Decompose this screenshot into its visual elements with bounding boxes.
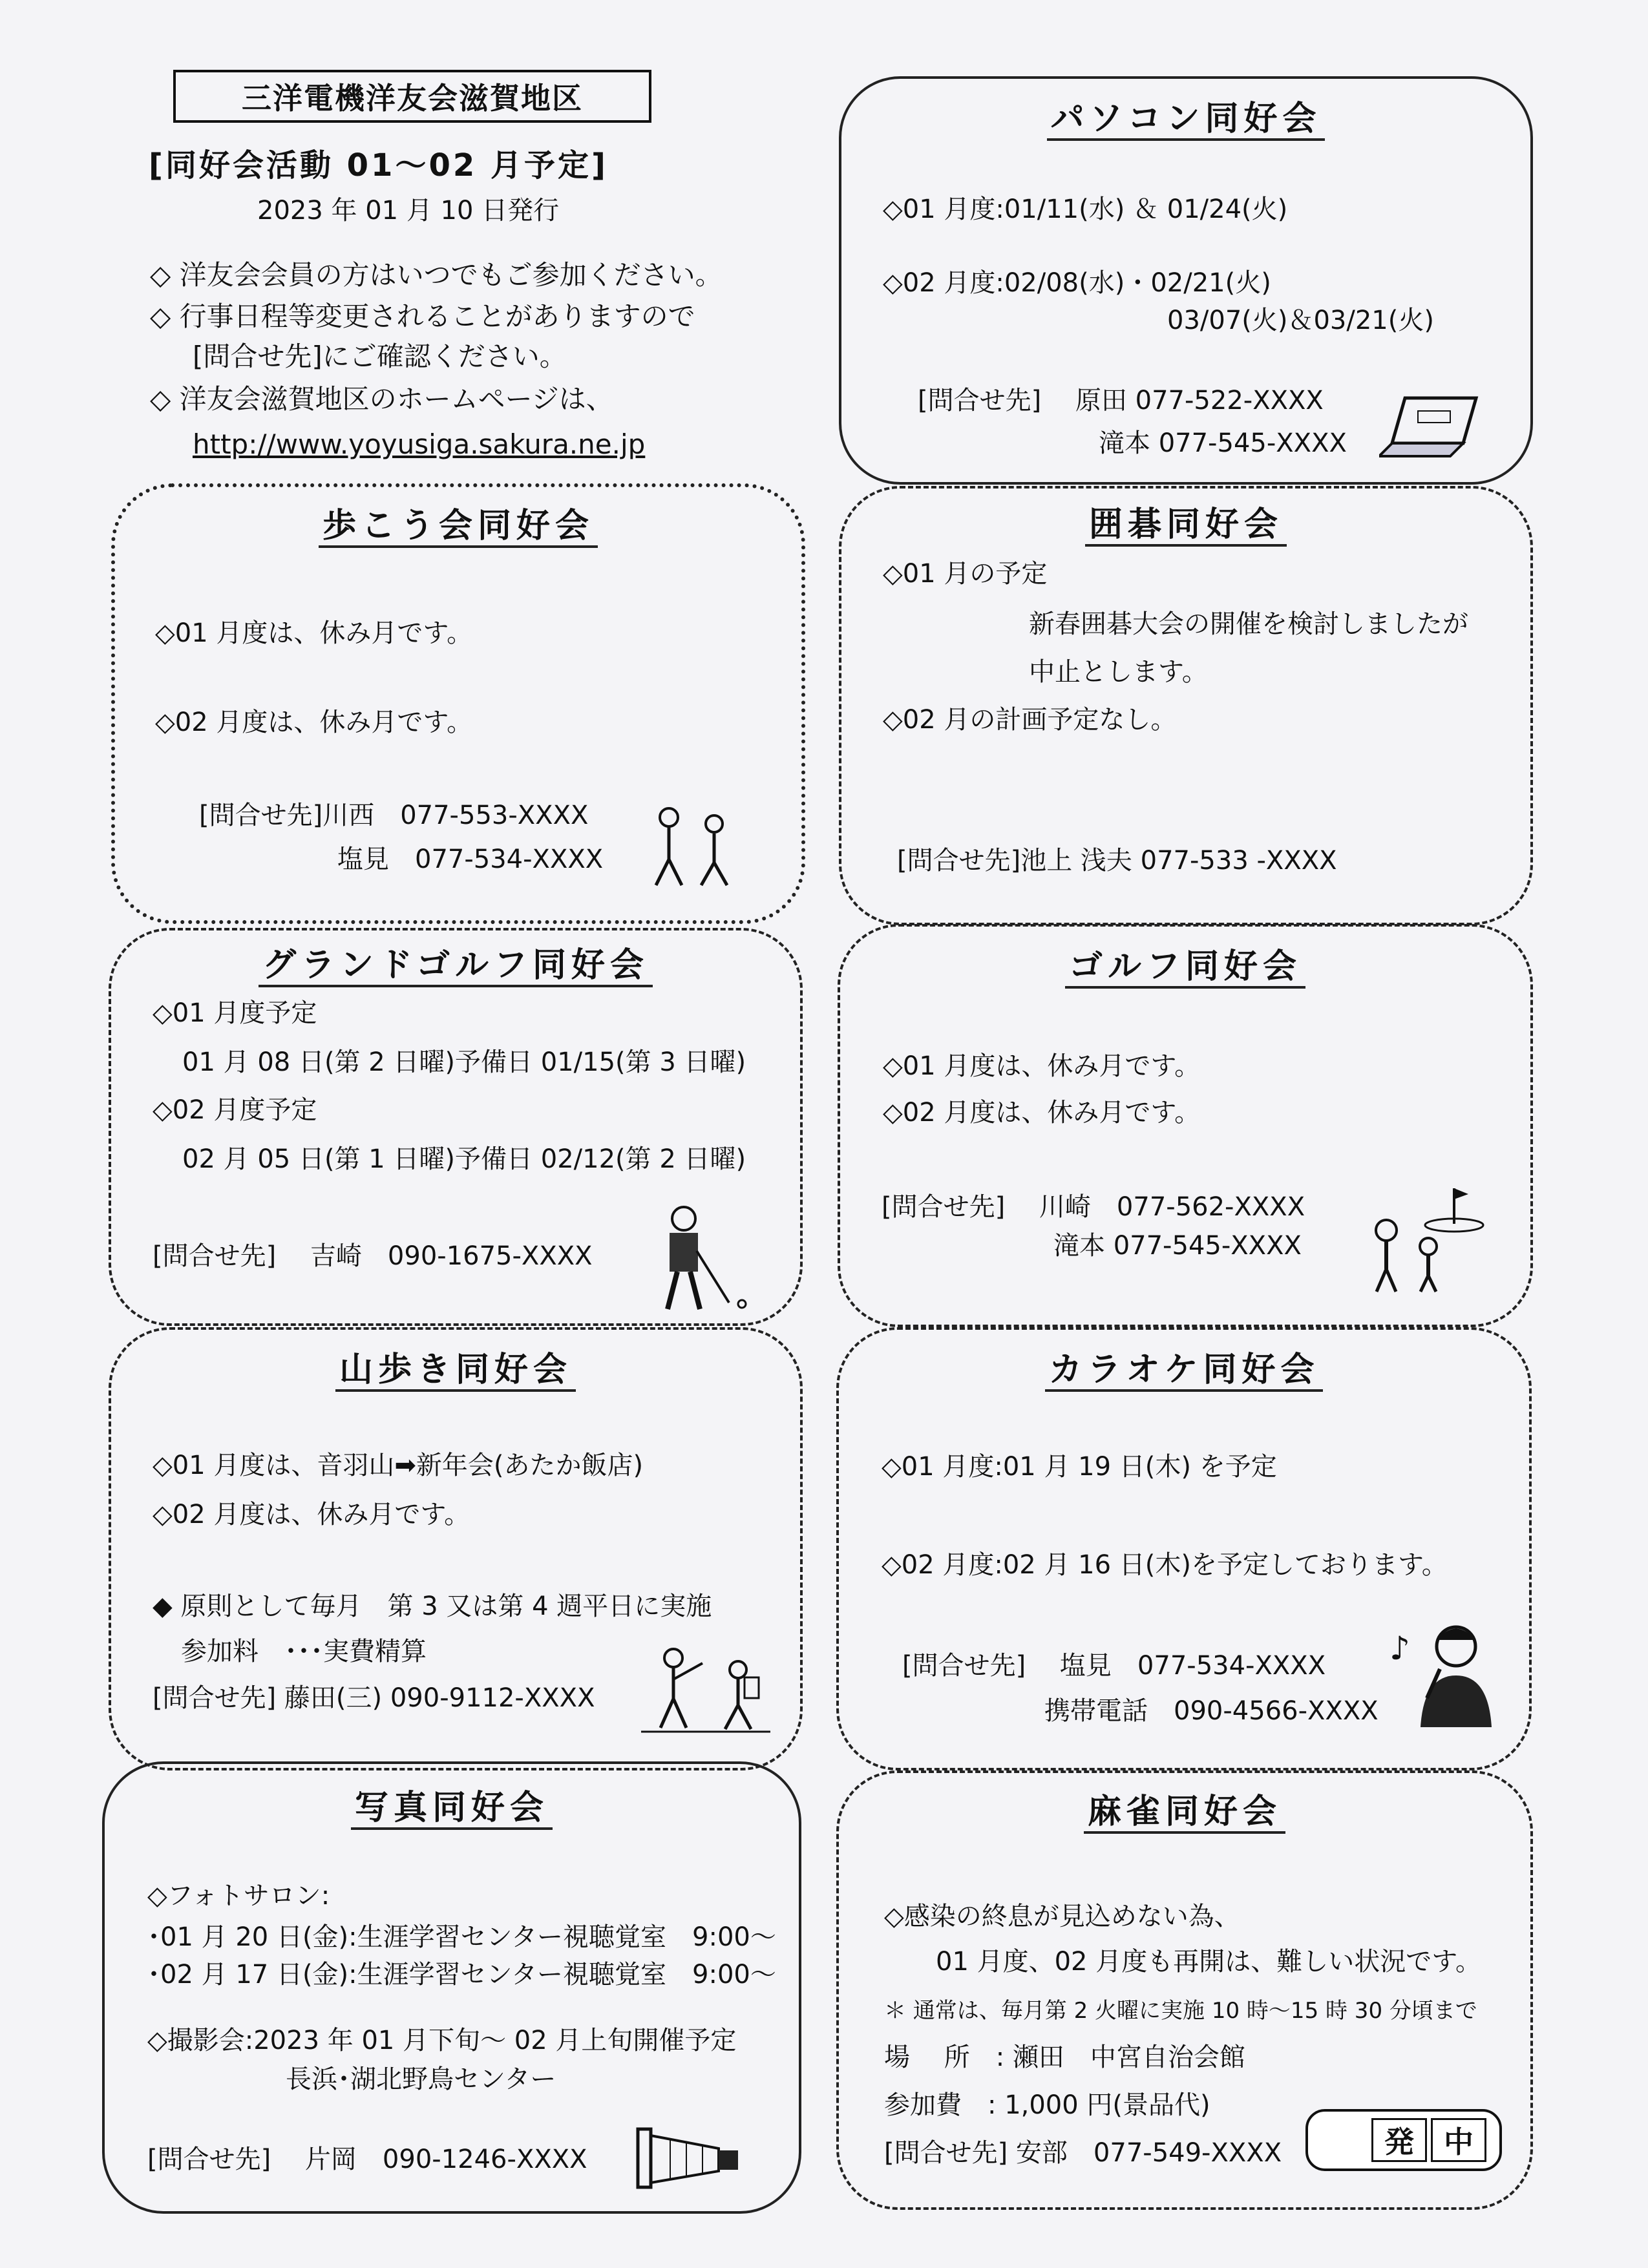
tile-chun: 中 (1431, 2118, 1486, 2162)
shashin-line-5: 長浜･湖北野鳥センター (286, 2064, 556, 2094)
mahjong-tiles-illustration (1305, 2109, 1502, 2171)
homepage-link[interactable]: http://www.yoyusiga.sakura.ne.jp (193, 428, 646, 460)
shashin-line-1: ◇フォトサロン: (147, 1881, 330, 1911)
shashin-contact-1: [問合せ先] 片岡 090-1246-XXXX (147, 2145, 587, 2174)
igo-line-3: 中止とします。 (1029, 657, 1208, 687)
golf-title: ゴルフ同好会 (1065, 947, 1305, 989)
issue-subtitle: [同好会活動 01～02 月予定] (149, 147, 608, 184)
arukou-contact-2: 塩見 077-534-XXXX (337, 845, 604, 874)
karaoke-title: カラオケ同好会 (1045, 1350, 1324, 1392)
pasokon-line-3: 03/07(火)＆03/21(火) (1167, 306, 1434, 335)
laptop-illustration-icon (1379, 392, 1489, 463)
pasokon-club-box (839, 76, 1533, 485)
arukou-title: 歩こう会同好会 (319, 507, 598, 548)
mahjong-club-box (836, 1770, 1533, 2210)
camera-bellows-illustration-icon (635, 2126, 751, 2190)
pasokon-line-1: ◇01 月度:01/11(水) ＆ 01/24(火) (883, 194, 1288, 224)
grandgolf-line-4: 02 月 05 日(第 1 日曜)予備日 02/12(第 2 日曜) (182, 1144, 746, 1174)
arukou-contact-1: [問合せ先]川西 077-553-XXXX (199, 801, 589, 830)
mahjong-line-5: 参加費 : 1,000 円(景品代) (884, 2090, 1210, 2120)
grandgolf-contact-1: [問合せ先] 吉崎 090-1675-XXXX (153, 1241, 593, 1271)
arukou-club-box (111, 483, 805, 924)
yamaaruki-line-rule: ◆ 原則として毎月 第 3 又は第 4 週平日に実施 (153, 1591, 712, 1621)
karaoke-contact-2: 携帯電話 090-4566-XXXX (1044, 1696, 1379, 1726)
igo-line-4: ◇02 月の計画予定なし。 (883, 705, 1177, 735)
org-title: 三洋電機洋友会滋賀地区 (173, 70, 651, 123)
igo-line-1: ◇01 月の予定 (883, 559, 1048, 589)
arukou-line-2: ◇02 月度は、休み月です。 (155, 708, 473, 737)
karaoke-line-1: ◇01 月度:01 月 19 日(木) を予定 (882, 1452, 1277, 1482)
shashin-line-3: ･02 月 17 日(金):生涯学習センター視聴覚室 9:00～ (147, 1960, 776, 1990)
igo-club-box (839, 486, 1533, 925)
igo-line-2: 新春囲碁大会の開催を検討しましたが (1029, 609, 1468, 639)
mahjong-line-2: 01 月度、02 月度も再開は、難しい状況です。 (936, 1947, 1482, 1977)
pasokon-contact-1: [問合せ先] 原田 077-522-XXXX (918, 386, 1324, 415)
yamaaruki-contact-1: [問合せ先] 藤田(三) 090-9112-XXXX (153, 1683, 595, 1713)
grandgolf-title: グランドゴルフ同好会 (259, 946, 653, 987)
tile-hatsu: 発 (1371, 2118, 1427, 2162)
arukou-line-1: ◇01 月度は、休み月です。 (155, 618, 473, 648)
shashin-line-4: ◇撮影会:2023 年 01 月下旬～ 02 月上旬開催予定 (147, 2026, 737, 2055)
svg-text:♪: ♪ (1389, 1630, 1410, 1667)
grandgolf-club-box (109, 928, 803, 1326)
issue-date: 2023 年 01 月 10 日発行 (257, 196, 560, 226)
shashin-title: 写真同好会 (351, 1789, 553, 1830)
grandgolf-line-1: ◇01 月度予定 (153, 998, 317, 1028)
pasokon-line-2: ◇02 月度:02/08(水)・02/21(火) (883, 268, 1271, 298)
grandgolf-player-illustration-icon (639, 1199, 755, 1316)
yamaaruki-line-3: 参加料 ･･･実費精算 (181, 1637, 427, 1666)
pasokon-title: パソコン同好会 (1047, 100, 1326, 141)
yamaaruki-club-box (109, 1327, 803, 1770)
shashin-club-box (102, 1761, 801, 2214)
grandgolf-line-2: 01 月 08 日(第 2 日曜)予備日 01/15(第 3 日曜) (182, 1047, 746, 1077)
walkers-illustration-icon (640, 801, 743, 892)
note-1: ◇ 洋友会会員の方はいつでもご参加ください。 (150, 259, 723, 291)
golf-club-box (838, 924, 1533, 1327)
karaoke-club-box (836, 1327, 1532, 1770)
shashin-line-2: ･01 月 20 日(金):生涯学習センター視聴覚室 9:00～ (147, 1922, 776, 1952)
karaoke-contact-1: [問合せ先] 塩見 077-534-XXXX (902, 1651, 1326, 1681)
yamaaruki-line-1: ◇01 月度は、音羽山➡新年会(あたか飯店) (153, 1451, 644, 1480)
hikers-illustration-icon (641, 1644, 770, 1734)
karaoke-singer-illustration-icon (1388, 1614, 1498, 1730)
karaoke-line-2: ◇02 月度:02 月 16 日(木)を予定しております。 (882, 1550, 1448, 1580)
yamaaruki-title: 山歩き同好会 (335, 1350, 576, 1392)
golf-contact-1: [問合せ先] 川崎 077-562-XXXX (882, 1192, 1305, 1222)
golf-line-1: ◇01 月度は、休み月です。 (883, 1051, 1201, 1081)
note-4: ◇ 洋友会滋賀地区のホームページは、 (150, 383, 613, 415)
igo-title: 囲碁同好会 (1085, 505, 1287, 547)
grandgolf-line-3: ◇02 月度予定 (153, 1095, 317, 1125)
mahjong-contact-1: [問合せ先] 安部 077-549-XXXX (884, 2138, 1282, 2168)
mahjong-line-3: ＊ 通常は、毎月第 2 火曜に実施 10 時～15 時 30 分頃まで (884, 1998, 1477, 2024)
note-3: [問合せ先]にご確認ください。 (193, 341, 567, 372)
mahjong-title: 麻雀同好会 (1084, 1792, 1285, 1834)
golf-line-2: ◇02 月度は、休み月です。 (883, 1098, 1201, 1128)
igo-contact-1: [問合せ先]池上 浅夫 077-533 -XXXX (897, 846, 1337, 876)
golfers-illustration-icon (1357, 1185, 1499, 1295)
note-2: ◇ 行事日程等変更されることがありますので (150, 300, 695, 332)
mahjong-line-1: ◇感染の終息が見込めない為、 (884, 1902, 1240, 1931)
golf-contact-2: 滝本 077-545-XXXX (1053, 1231, 1302, 1261)
yamaaruki-line-2: ◇02 月度は、休み月です。 (153, 1500, 470, 1529)
pasokon-contact-2: 滝本 077-545-XXXX (1099, 428, 1347, 458)
mahjong-line-4: 場 所 : 瀬田 中宮自治会館 (884, 2042, 1245, 2072)
